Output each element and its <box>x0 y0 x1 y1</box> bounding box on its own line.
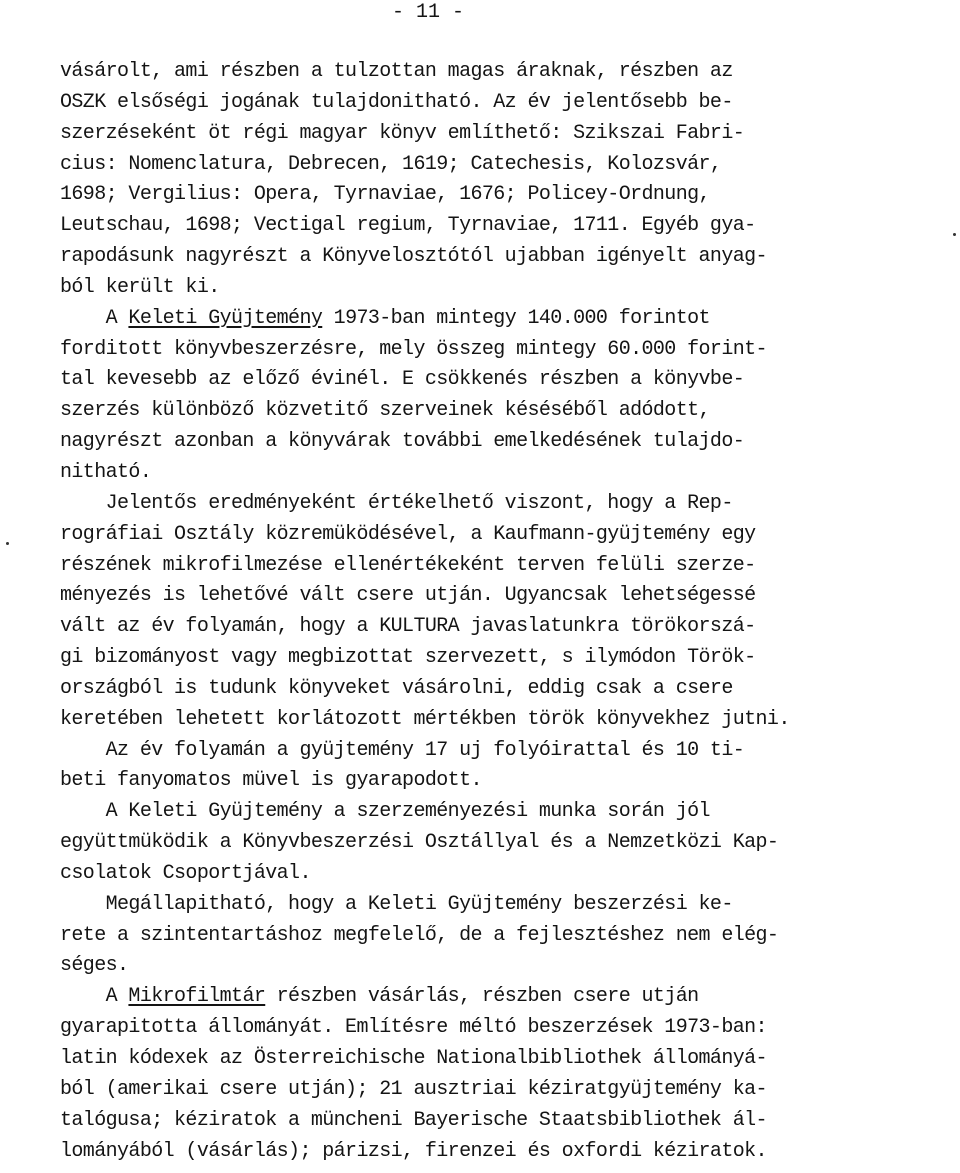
text-line <box>60 57 940 88</box>
text-line <box>60 150 940 181</box>
text-line <box>60 335 940 366</box>
text-segment: 1973-ban mintegy 140.000 forintot <box>322 306 710 330</box>
text-segment: gyarapitotta állományát. Említésre méltó beszerzések 1973-ban: <box>60 1016 767 1040</box>
text-segment: lományából (vásárlás); párizsi, firenzei és oxfordi kéziratok. <box>60 1139 767 1163</box>
text-segment: rográfiai Osztály közremüködésével, a Kaufmann-gyüjtemény egy <box>60 522 756 546</box>
text-line <box>60 365 940 396</box>
text-line <box>60 458 940 489</box>
text-segment: rapodásunk nagyrészt a Könyvelosztótól ujabban igényelt anyag- <box>60 245 767 269</box>
underlined-heading: Mikrofilmtár <box>128 985 266 1009</box>
text-line <box>60 211 940 242</box>
text-line <box>60 828 940 859</box>
text-segment: rete a szintentartáshoz megfelelő, de a fejlesztéshez nem elég- <box>60 923 779 947</box>
text-segment: séges. <box>60 954 129 978</box>
text-line <box>60 180 940 211</box>
text-line <box>60 396 940 427</box>
text-line <box>60 643 940 674</box>
text-segment: nitható. <box>60 460 152 484</box>
stray-mark <box>6 542 9 545</box>
text-line <box>60 982 940 1013</box>
text-segment: ból (amerikai csere utján); 21 ausztriai kéziratgyüjtemény ka- <box>60 1077 767 1101</box>
text-line <box>60 242 940 273</box>
text-segment: részben vásárlás, részben csere utján <box>265 985 699 1009</box>
text-segment: cius: Nomenclatura, Debrecen, 1619; Catechesis, Kolozsvár, <box>60 152 722 176</box>
text-segment: ból került ki. <box>60 275 220 299</box>
text-line <box>60 797 940 828</box>
text-line <box>60 1137 940 1168</box>
text-segment: Jelentős eredményeként értékelhető viszont, hogy a Rep- <box>60 491 733 515</box>
text-segment: nagyrészt azonban a könyvárak további emelkedésének tulajdo- <box>60 430 745 454</box>
text-line <box>60 890 940 921</box>
text-segment: Az év folyamán a gyüjtemény 17 uj folyóirattal és 10 ti- <box>60 738 745 762</box>
text-segment: Megállapitható, hogy a Keleti Gyüjtemény beszerzési ke- <box>60 892 733 916</box>
text-segment: vásárolt, ami részben a tulzottan magas áraknak, részben az <box>60 60 733 83</box>
text-segment: gi bizományost vagy megbizottat szervezett, s ilymódon Török- <box>60 646 756 670</box>
text-line <box>60 427 940 458</box>
text-segment: beti fanyomatos müvel is gyarapodott. <box>60 769 482 793</box>
text-line <box>60 766 940 797</box>
text-line <box>60 273 940 304</box>
text-line <box>60 1044 940 1075</box>
stray-mark <box>953 233 956 236</box>
text-segment: részének mikrofilmezése ellenértékeként terven felüli szerze- <box>60 553 756 577</box>
text-segment: OSZK elsőségi jogának tulajdonitható. Az év jelentősebb be- <box>60 90 733 114</box>
text-segment: országból is tudunk könyveket vásárolni, eddig csak a csere <box>60 676 733 700</box>
document-body <box>60 57 940 1167</box>
text-segment: szerzés különböző közvetitő szerveinek késéséből adódott, <box>60 399 710 423</box>
text-segment: csolatok Csoportjával. <box>60 861 311 885</box>
text-line <box>60 859 940 890</box>
text-line <box>60 705 940 736</box>
text-segment: forditott könyvbeszerzésre, mely összeg mintegy 60.000 forint- <box>60 337 767 361</box>
text-line <box>60 304 940 335</box>
text-line <box>60 736 940 767</box>
text-line <box>60 581 940 612</box>
text-segment: A <box>60 985 129 1009</box>
text-segment: A <box>60 306 129 330</box>
text-segment: tal kevesebb az előző évinél. E csökkenés részben a könyvbe- <box>60 368 745 392</box>
text-line <box>60 1106 940 1137</box>
text-segment: Leutschau, 1698; Vectigal regium, Tyrnaviae, 1711. Egyéb gya- <box>60 214 756 238</box>
text-segment: együttmüködik a Könyvbeszerzési Osztállyal és a Nemzetközi Kap- <box>60 831 779 855</box>
text-line <box>60 612 940 643</box>
underlined-heading: Keleti Gyüjtemény <box>128 306 323 330</box>
text-segment: A Keleti Gyüjtemény a szerzeményezési munka során jól <box>60 800 710 824</box>
page-number: - 11 - <box>392 1 465 24</box>
text-line <box>60 1075 940 1106</box>
text-line <box>60 674 940 705</box>
text-line <box>60 921 940 952</box>
text-segment: ményezés is lehetővé vált csere utján. Ugyancsak lehetségessé <box>60 584 756 608</box>
text-segment: talógusa; kéziratok a müncheni Bayerische Staatsbibliothek ál- <box>60 1108 767 1132</box>
text-segment: 1698; Vergilius: Opera, Tyrnaviae, 1676; Policey-Ordnung, <box>60 183 710 207</box>
text-segment: keretében lehetett korlátozott mértékben török könyvekhez jutni. <box>60 707 790 731</box>
text-line <box>60 1013 940 1044</box>
text-segment: latin kódexek az Österreichische Nationalbibliothek állományá- <box>60 1047 767 1070</box>
text-line <box>60 119 940 150</box>
text-line <box>60 951 940 982</box>
text-line <box>60 489 940 520</box>
text-segment: szerzéseként öt régi magyar könyv említhető: Szikszai Fabri- <box>60 121 745 145</box>
text-line <box>60 520 940 551</box>
text-segment: vált az év folyamán, hogy a KULTURA javaslatunkra törökorszá- <box>60 615 756 639</box>
text-line <box>60 551 940 582</box>
text-line <box>60 88 940 119</box>
